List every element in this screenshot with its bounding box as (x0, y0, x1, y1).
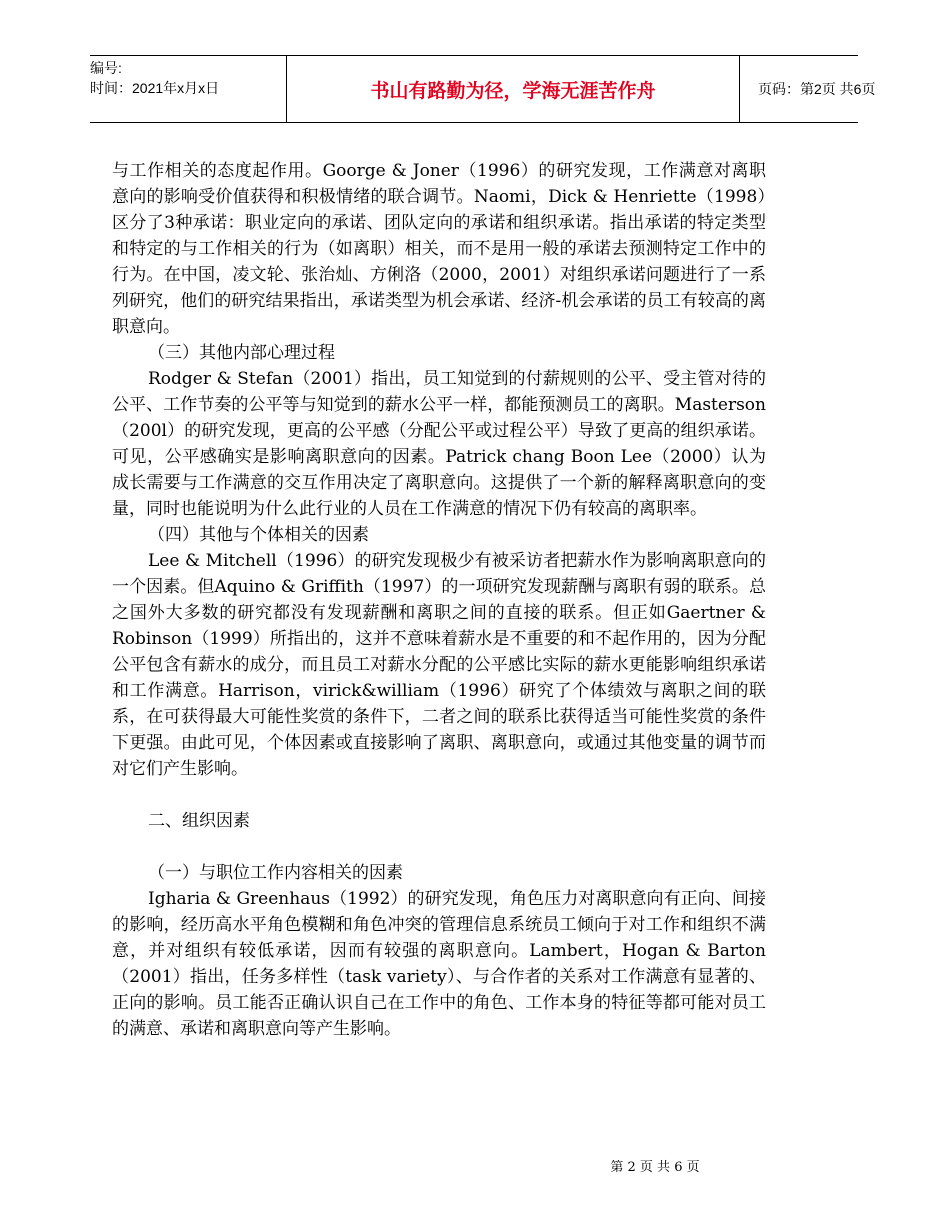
paragraph: 与工作相关的态度起作用。Goorge & Joner（1996）的研究发现，工作满意对离职意向的影响受价值获得和积极情绪的联合调节。Naomi，Dick & Henriette（1998）区分了3种承诺：职业定向的承诺、团队定向的承诺和组织承诺。指出承诺的特定类型和特定的与工作相关的行为（如离职）相关，而不是用一般的承诺去预测特定工作中的行为。在中国，凌文轮、张治灿、方俐洛（2000，2001）对组织承诺问题进行了一系列研究，他们的研究结果指出，承诺类型为机会承诺、经济-机会承诺的员工有较高的离职意向。 (112, 161, 766, 337)
time-label: 时间：2021年x月x日 (90, 80, 220, 96)
section-heading: 二、组织因素 (148, 811, 250, 831)
paragraph: Igharia & Greenhaus（1992）的研究发现，角色压力对离职意向有正向、间接的影响，经历高水平角色模糊和角色冲突的管理信息系统员工倾向于对工作和组织不满意，并对组织有较低承诺，因而有较强的离职意向。Lambert，Hogan & Barton（2001）指出，任务多样性（task variety）、与合作者的关系对工作满意有显著的、正向的影响。员工能否正确认识自己在工作中的角色、工作本身的特征等都可能对员工的满意、承诺和离职意向等产生影响。 (112, 889, 766, 1039)
number-label: 编号: (90, 60, 122, 76)
paragraph: Lee & Mitchell（1996）的研究发现极少有被采访者把薪水作为影响离职意向的一个因素。但Aquino & Griffith（1997）的一项研究发现薪酬与离职有弱的联系。总之国外大多数的研究都没有发现薪酬和离职之间的直接的联系。但正如Gaertner & Robinson（1999）所指出的，这并不意味着薪水是不重要的和不起作用的，因为分配公平包含有薪水的成分，而且员工对薪水分配的公平感比实际的薪水更能影响组织承诺和工作满意。Harrison，virick&william（1996）研究了个体绩效与离职之间的联系，在可获得最大可能性奖赏的条件下，二者之间的联系比获得适当可能性奖赏的条件下更强。由此可见，个体因素或直接影响了离职、离职意向，或通过其他变量的调节而对它们产生影响。 (112, 551, 766, 779)
subheading: （一）与职位工作内容相关的因素 (148, 863, 403, 883)
footer-page-number: 第 2 页 共 6 页 (610, 1160, 700, 1175)
subheading: （四）其他与个体相关的因素 (148, 525, 369, 545)
document-body (112, 158, 766, 1042)
header-meta (90, 56, 286, 124)
page-header (90, 55, 876, 123)
header-page-label: 页码：第2页 共6页 (758, 81, 876, 97)
header-motto: 书山有路勤为径，学海无涯苦作舟 (286, 56, 740, 122)
page-footer (0, 1156, 950, 1175)
paragraph: Rodger & Stefan（2001）指出，员工知觉到的付薪规则的公平、受主管对待的公平、工作节奏的公平等与知觉到的薪水公平一样，都能预测员工的离职。Masterson（200l）的研究发现，更高的公平感（分配公平或过程公平）导致了更高的组织承诺。可见，公平感确实是影响离职意向的因素。Patrick chang Boon Lee（2000）认为成长需要与工作满意的交互作用决定了离职意向。这提供了一个新的解释离职意向的变量，同时也能说明为什么此行业的人员在工作满意的情况下仍有较高的离职率。 (112, 369, 766, 519)
subheading: （三）其他内部心理过程 (148, 343, 335, 363)
